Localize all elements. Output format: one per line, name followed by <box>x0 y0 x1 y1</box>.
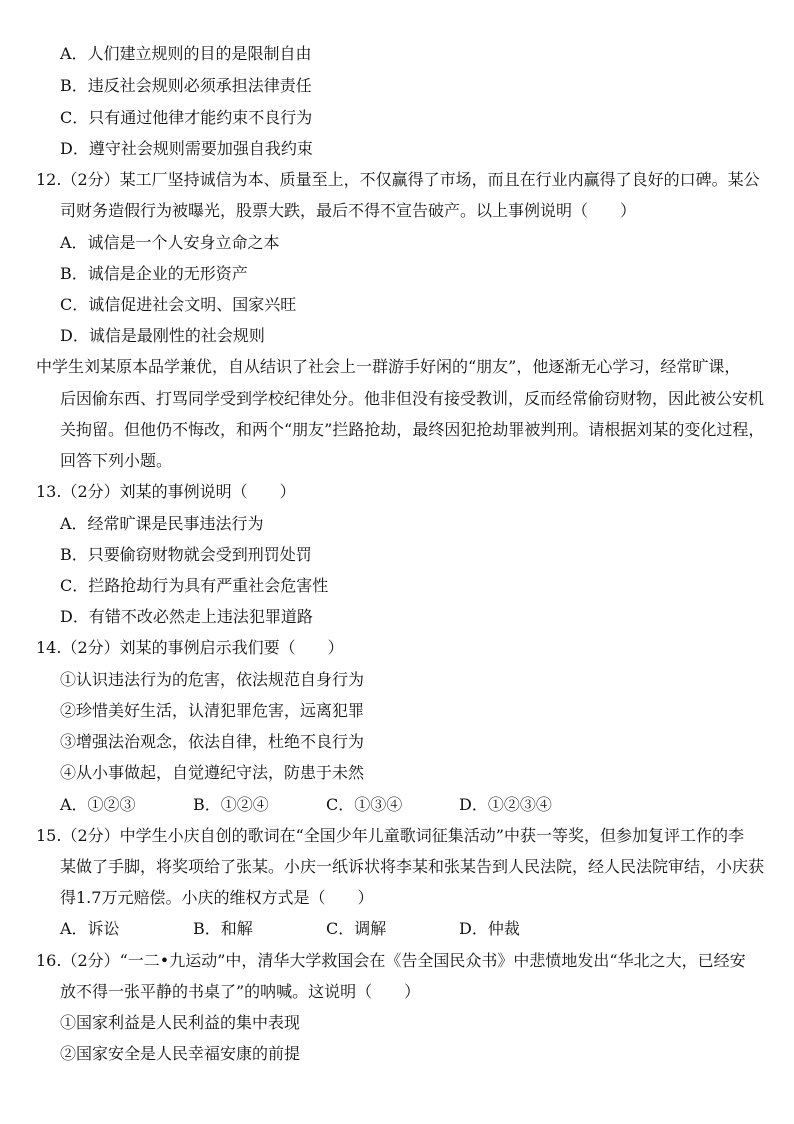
q15-option-c: C．调解 <box>326 919 387 938</box>
q16-item-2: ②国家安全是人民幸福安康的前提 <box>60 1044 301 1063</box>
passage-line3: 关拘留。但他仍不悔改，和两个“朋友”拦路抢劫，最终因犯抢劫罪被判刑。请根据刘某的变化过程， <box>60 420 765 439</box>
passage-line1: 中学生刘某原本品学兼优，自从结识了社会上一群游手好闲的“朋友”，他逐渐无心学习，经常旷课， <box>36 357 741 376</box>
q15-stem-line1: 15.（2分）中学生小庆自创的歌词在“全国少年儿童歌词征集活动”中获一等奖，但参加复评工作的李 <box>36 826 744 845</box>
q11-option-b: B．违反社会规则必须承担法律责任 <box>60 76 312 95</box>
q13-option-b: B．只要偷窃财物就会受到刑罚处罚 <box>60 545 312 564</box>
q12-stem-line1: 12.（2分）某工厂坚持诚信为本、质量至上，不仅赢得了市场，而且在行业内赢得了良好的口碑。某公 <box>36 170 760 189</box>
q14-option-a: A．①②③ <box>60 795 136 814</box>
q14-option-c: C．①③④ <box>326 795 403 814</box>
q14-item-4: ④从小事做起，自觉遵纪守法，防患于未然 <box>60 763 365 782</box>
q13-option-d: D．有错不改必然走上违法犯罪道路 <box>60 607 313 626</box>
q12-option-a: A．诚信是一个人安身立命之本 <box>60 233 280 252</box>
q15-stem-line3: 得1.7万元赔偿。小庆的维权方式是（ ） <box>60 888 374 907</box>
q12-option-d: D．诚信是最刚性的社会规则 <box>60 326 265 345</box>
passage-line2: 后因偷东西、打骂同学受到学校纪律处分。他非但没有接受教训，反而经常偷窃财物，因此被公安机 <box>60 389 765 408</box>
q15-option-b: B．和解 <box>193 919 253 938</box>
q13-option-c: C．拦路抢劫行为具有严重社会危害性 <box>60 576 329 595</box>
q16-stem-line1: 16.（2分）“一二•九运动”中，清华大学救国会在《告全国民众书》中悲愤地发出“华北之大，已经安 <box>36 951 746 970</box>
q14-options <box>60 795 592 815</box>
passage-line4: 回答下列小题。 <box>60 451 173 470</box>
q12-option-c: C．诚信促进社会文明、国家兴旺 <box>60 295 297 314</box>
q14-item-1: ①认识违法行为的危害，依法规范自身行为 <box>60 670 365 689</box>
q13-stem: 13.（2分）刘某的事例说明（ ） <box>36 482 296 501</box>
q15-option-a: A．诉讼 <box>60 919 120 938</box>
q14-option-b: B．①②④ <box>193 795 269 814</box>
q14-item-2: ②珍惜美好生活，认清犯罪危害，远离犯罪 <box>60 701 365 720</box>
q14-option-d: D．①②③④ <box>459 795 552 814</box>
q11-option-a: A．人们建立规则的目的是限制自由 <box>60 44 312 63</box>
q15-option-d: D．仲裁 <box>459 919 520 938</box>
q12-option-b: B．诚信是企业的无形资产 <box>60 264 248 283</box>
q11-option-d: D．遵守社会规则需要加强自我约束 <box>60 139 313 158</box>
q16-stem-line2: 放不得一张平静的书桌了”的呐喊。这说明（ ） <box>60 982 421 1001</box>
q13-option-a: A．经常旷课是民事违法行为 <box>60 514 264 533</box>
q12-stem-line2: 司财务造假行为被曝光，股票大跌，最后不得不宣告破产。以上事例说明（ ） <box>60 201 637 220</box>
q11-option-c: C．只有通过他律才能约束不良行为 <box>60 108 313 127</box>
q14-stem: 14.（2分）刘某的事例启示我们要（ ） <box>36 638 344 657</box>
q16-item-1: ①国家利益是人民利益的集中表现 <box>60 1013 301 1032</box>
q15-stem-line2: 某做了手脚，将奖项给了张某。小庆一纸诉状将李某和张某告到人民法院，经人民法院审结，小庆获 <box>60 857 765 876</box>
q14-item-3: ③增强法治观念，依法自律，杜绝不良行为 <box>60 732 365 751</box>
q15-options <box>60 919 592 939</box>
